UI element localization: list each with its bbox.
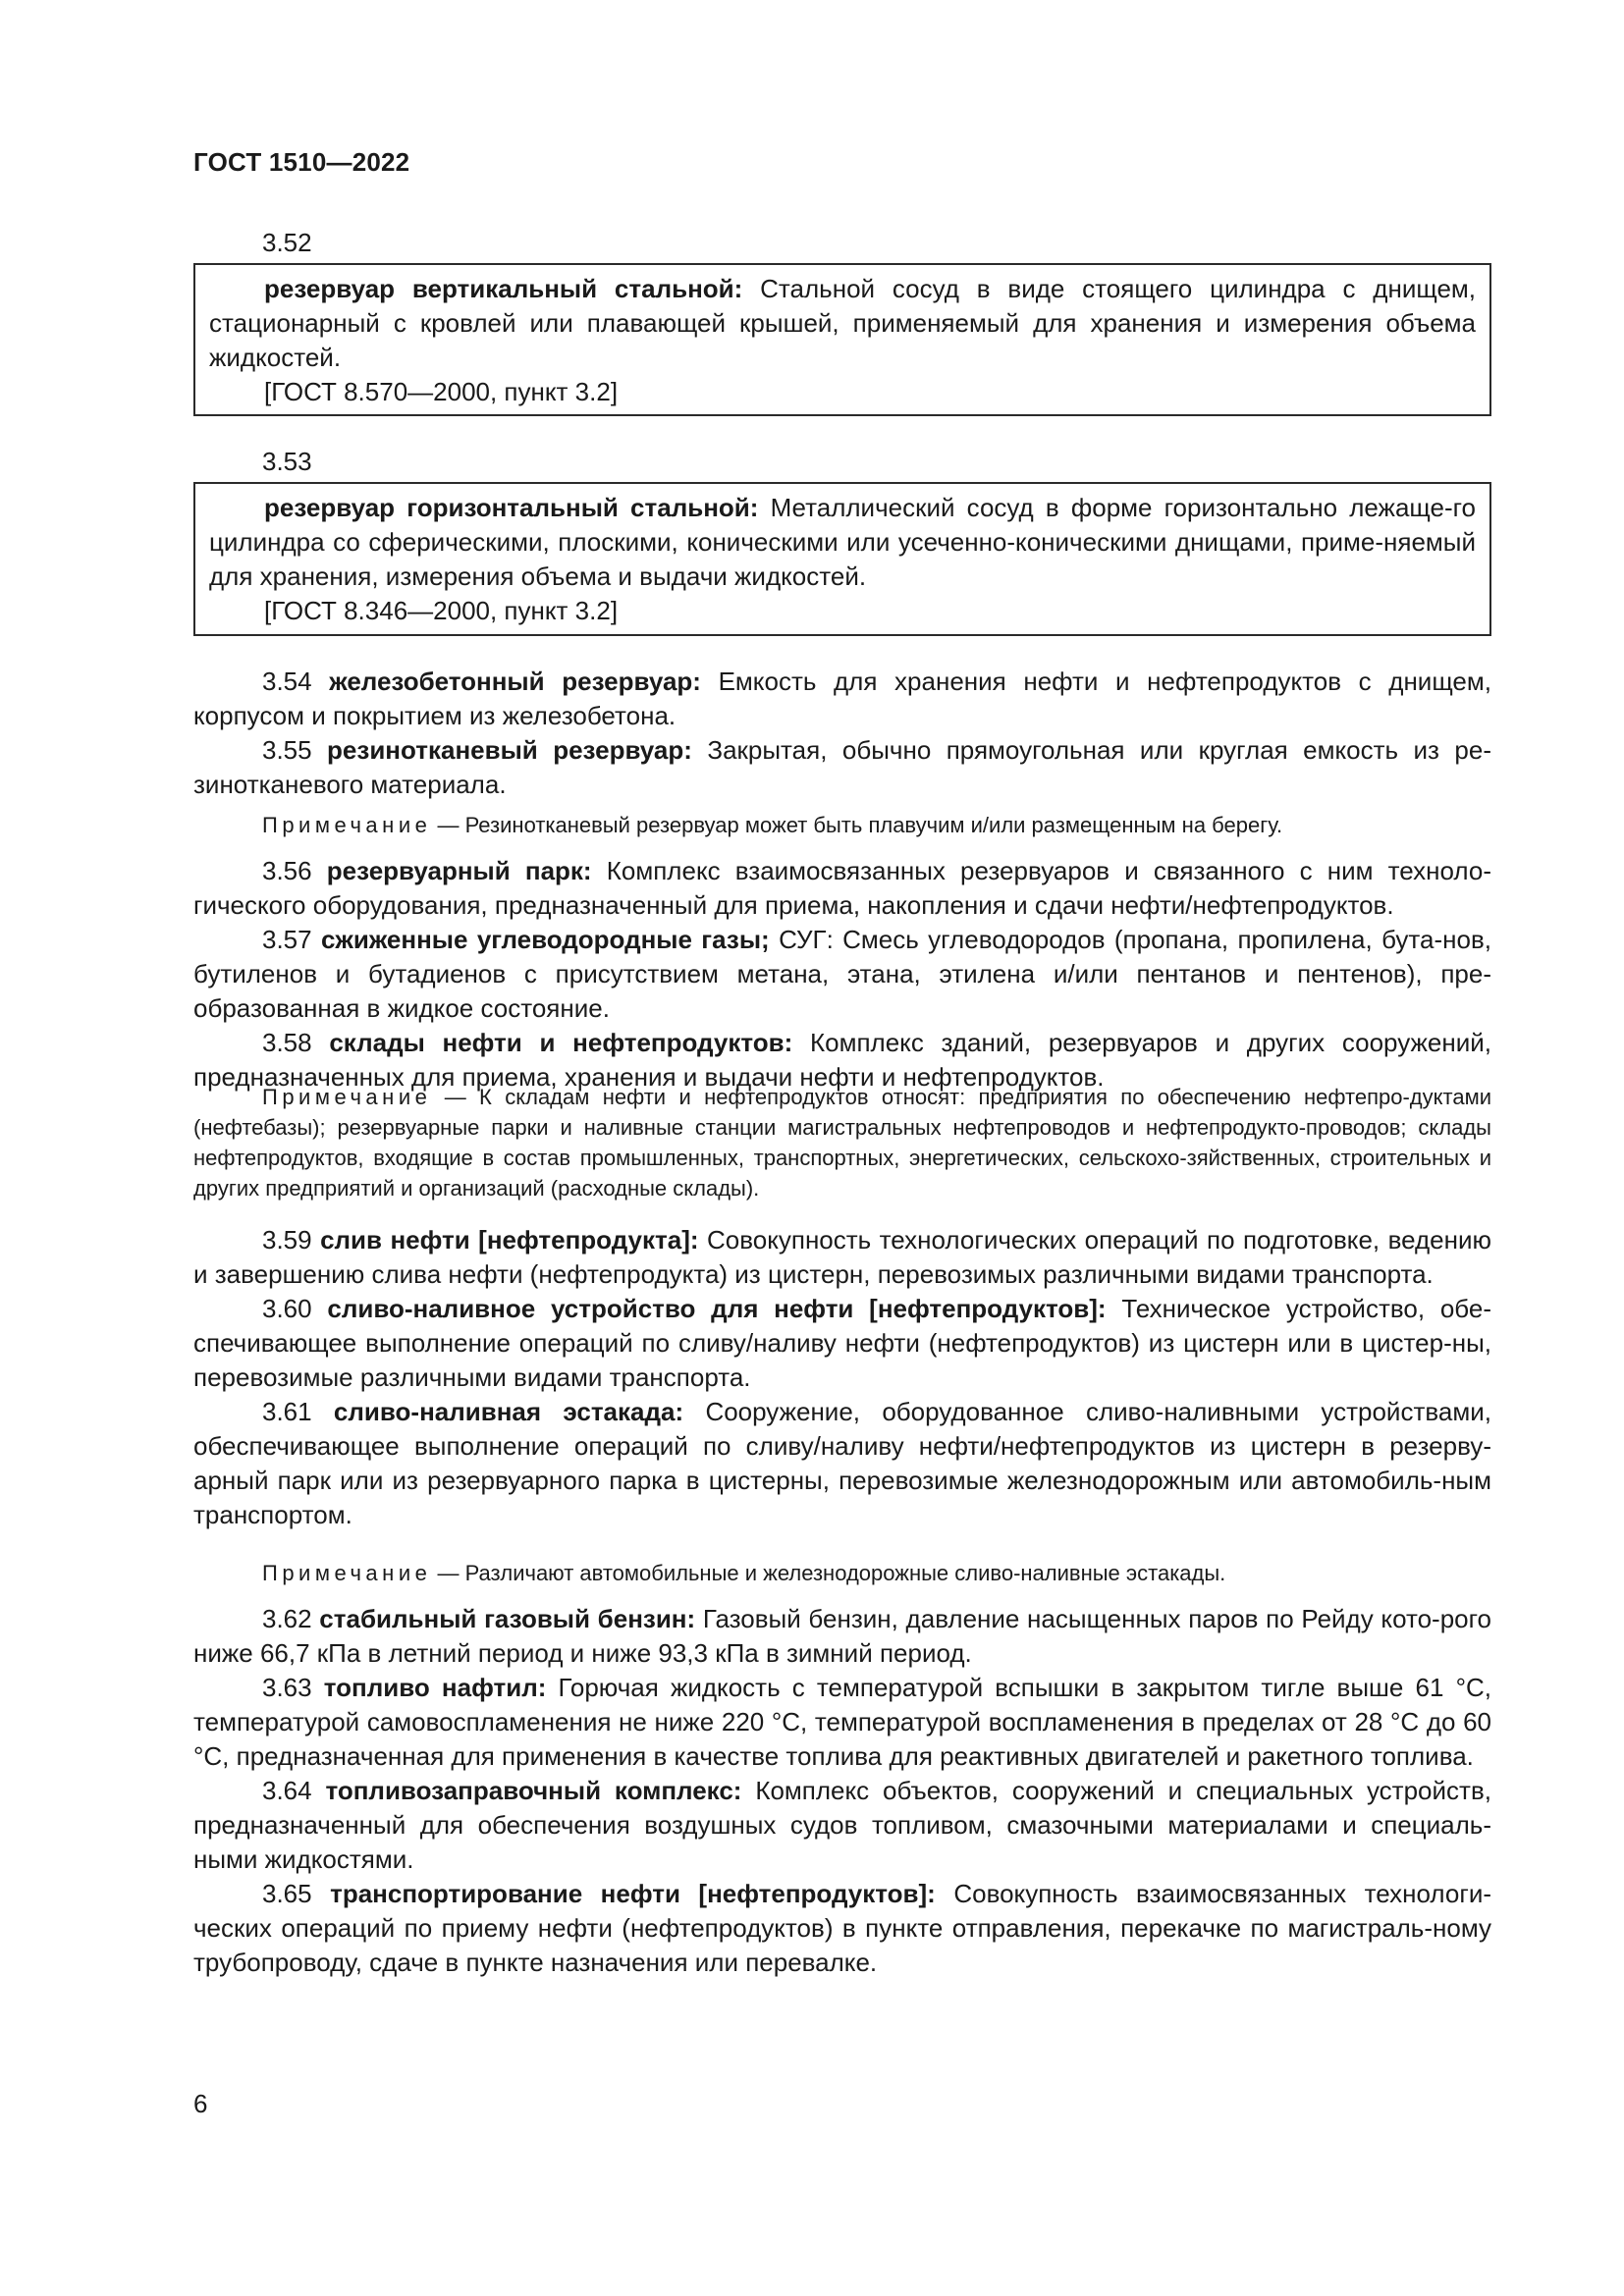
terms-block-2	[193, 854, 1491, 1095]
term-3-56: 3.56 резервуарный парк: Комплекс взаимосвязанных резервуаров и связанного с ним техноло-гического оборудования, предназначенный для приема, накопления и сдачи нефти/нефтепродуктов.	[193, 856, 1491, 920]
term-3-58: 3.58 склады нефти и нефтепродуктов: Комплекс зданий, резервуаров и других сооружений, предназначенных для приема, хранения и выдачи нефти и нефтепродуктов.	[193, 1028, 1491, 1092]
term-definition: Металлический сосуд в форме горизонтально лежаще-го цилиндра со сферическими, плоскими, коническими или усеченно-коническими днищами, приме-няемый для хранения, измерения объема и выдачи жидкостей.	[209, 493, 1476, 591]
term-3-61: 3.61 сливо-наливная эстакада: Сооружение, оборудованное сливо-наливными устройствами, обеспечивающее выполнение операций по сливу/наливу нефти/нефтепродуктов из цистерн в резерву-арный парк или из резервуарного парка в цистерны, перевозимые железнодорожным или автомобиль-ным транспортом.	[193, 1397, 1491, 1529]
document-code-header: ГОСТ 1510—2022	[193, 147, 410, 177]
term-title: резервуар горизонтальный стальной:	[264, 493, 759, 522]
term-3-55: 3.55 резинотканевый резервуар: Закрытая, обычно прямоугольная или круглая емкость из ре-зинотканевого материала.	[193, 735, 1491, 799]
term-source: [ГОСТ 8.346—2000, пункт 3.2]	[264, 596, 619, 625]
terms-block-3	[193, 1223, 1491, 1532]
note-label: Примечание	[262, 1561, 432, 1585]
term-3-57: 3.57 сжиженные углеводородные газы; СУГ: Смесь углеводородов (пропана, пропилена, бута-нов, бутиленов и бутадиенов с присутствием метана, этана, этилена и/или пентанов и пентенов), пре-образованная в жидкое состояние.	[193, 925, 1491, 1023]
note-label: Примечание	[262, 1085, 432, 1109]
page-number: 6	[193, 2089, 208, 2118]
term-3-64: 3.64 топливозаправочный комплекс: Комплекс объектов, сооружений и специальных устройств, предназначенный для обеспечения воздушных судов топливом, смазочными материалами и специаль-ными жидкостями.	[193, 1776, 1491, 1874]
terms-block-1	[193, 665, 1491, 802]
term-3-62: 3.62 стабильный газовый бензин: Газовый бензин, давление насыщенных паров по Рейду кото-рого ниже 66,7 кПа в летний период и ниже 93,3 кПа в зимний период.	[193, 1604, 1491, 1668]
note-text: — Резинотканевый резервуар может быть плавучим и/или размещенным на берегу.	[437, 813, 1283, 837]
terms-block-4	[193, 1602, 1491, 1980]
term-title: резервуар вертикальный стальной:	[264, 274, 743, 303]
note-3	[193, 1558, 1491, 1588]
term-3-65: 3.65 транспортирование нефти [нефтепродуктов]: Совокупность взаимосвязанных технологи-ческих операций по приему нефти (нефтепродуктов) в пункте отправления, перекачке по магистраль-ному трубопроводу, сдаче в пункте назначения или перевалке.	[193, 1879, 1491, 1977]
term-definition: Стальной сосуд в виде стоящего цилиндра с днищем, стационарный с кровлей или плавающей крышей, применяемый для хранения и измерения объема жидкостей.	[209, 274, 1477, 372]
term-source: [ГОСТ 8.570—2000, пункт 3.2]	[264, 377, 619, 406]
term-number-3-53: 3.53	[262, 447, 312, 476]
note-text: — Различают автомобильные и железнодорожные сливо-наливные эстакады.	[437, 1561, 1226, 1585]
boxed-term-3-52	[193, 263, 1491, 416]
note-label: Примечание	[262, 813, 432, 837]
term-3-59: 3.59 слив нефти [нефтепродукта]: Совокупность технологических операций по подготовке, ведению и завершению слива нефти (нефтепродукта) из цистерн, перевозимых различными видами транспорта.	[193, 1225, 1492, 1289]
note-2	[193, 1082, 1491, 1203]
term-number-3-52: 3.52	[262, 228, 312, 257]
term-3-54: 3.54 железобетонный резервуар: Емкость для хранения нефти и нефтепродуктов с днищем, корпусом и покрытием из железобетона.	[193, 667, 1491, 730]
note-text: — К складам нефти и нефтепродуктов относят: предприятия по обеспечению нефтепро-дуктами (нефтебазы); резервуарные парки и наливные станции магистральных нефтепроводов и нефтепродукто-проводов; склады нефтепродуктов, входящие в состав промышленных, транспортных, энергетических, сельскохо-зяйственных, строительных и других предприятий и организаций (расходные склады).	[193, 1085, 1491, 1201]
term-3-60: 3.60 сливо-наливное устройство для нефти [нефтепродуктов]: Техническое устройство, обе-спечивающее выполнение операций по сливу/наливу нефти (нефтепродуктов) из цистерн или в цистер-ны, перевозимые различными видами транспорта.	[193, 1294, 1491, 1392]
note-1	[193, 810, 1491, 840]
term-3-63: 3.63 топливо нафтил: Горючая жидкость с температурой вспышки в закрытом тигле выше 61 °С, температурой самовоспламенения не ниже 220 °С, температурой воспламенения в пределах от 28 °С до 60 °С, предназначенная для применения в качестве топлива для реактивных двигателей и ракетного топлива.	[193, 1673, 1491, 1771]
boxed-term-3-53	[193, 482, 1491, 636]
